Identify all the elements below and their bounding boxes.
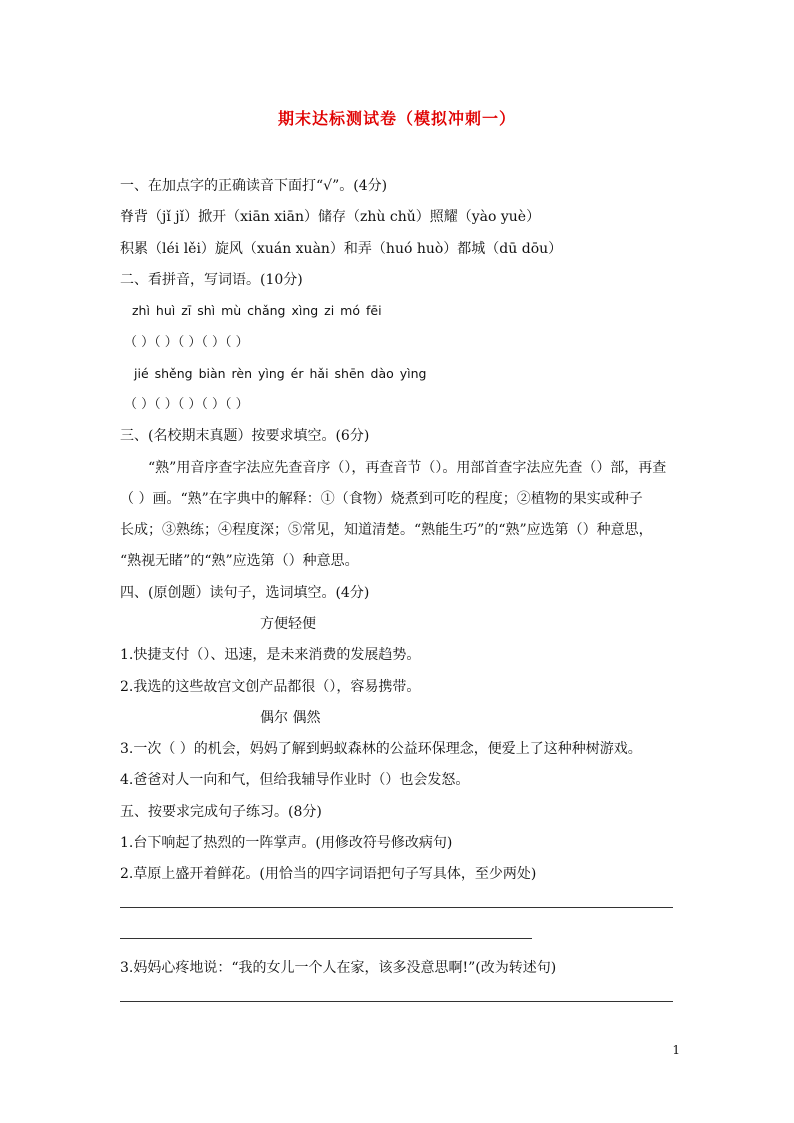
section-4-item-3: 3.一次（ ）的机会，妈妈了解到蚂蚁森林的公益环保理念，便爱上了这种种树游戏。 <box>120 741 642 757</box>
section-4-item-4: 4.爸爸对人一向和气，但给我辅导作业时（）也会发怒。 <box>120 772 470 788</box>
section-3-text-4: “熟视无睹”的“熟”应选第（）种意思。 <box>120 553 359 569</box>
section-5-heading: 五、按要求完成句子练习。(8分) <box>120 804 322 820</box>
section-1-heading: 一、在加点字的正确读音下面打“√”。(4分) <box>120 178 388 194</box>
section-1-row-1: 脊背（jǐ jǐ）掀开（xiān xiān）储存（zhù chǔ）照耀（yào yuè） <box>120 209 541 225</box>
pinyin-row-2: jié shěng biàn rèn yìng ér hǎi shēn dào yìng <box>134 366 427 381</box>
answer-brackets-row-1: （ ）（ ）（ ）（ ）（ ） <box>124 335 249 350</box>
section-2-heading: 二、看拼音，写词语。(10分) <box>120 272 303 288</box>
section-4-item-1: 1.快捷支付（）、迅速，是未来消费的发展趋势。 <box>120 647 421 663</box>
section-5-item-1: 1.台下响起了热烈的一阵掌声。(用修改符号修改病句) <box>120 835 453 851</box>
answer-line-3[interactable] <box>120 1001 673 1002</box>
section-3-text-1: “熟”用音序查字法应先查音序（），再查音节（）。用部首查字法应先查（）部，再查 <box>148 460 667 476</box>
section-1-row-2: 积累（léi lěi）旋风（xuán xuàn）和弄（huó huò）都城（dū dōu） <box>120 241 563 257</box>
section-3-text-2: （ ）画。“熟”在字典中的解释：①（食物）烧煮到可吃的程度；②植物的果实或种子 <box>120 491 643 507</box>
word-choice-2: 偶尔 偶然 <box>260 710 321 726</box>
pinyin-row-1: zhì huì zī shì mù chǎng xìng zi mó fēi <box>132 303 382 318</box>
word-choice-1: 方便轻便 <box>260 616 316 632</box>
page-number: 1 <box>672 1043 680 1057</box>
section-5-item-2: 2.草原上盛开着鲜花。(用恰当的四字词语把句子写具体，至少两处) <box>120 866 537 882</box>
section-5-item-3: 3.妈妈心疼地说：“我的女儿一个人在家，该多没意思啊!”(改为转述句) <box>120 960 557 976</box>
section-3-heading: 三、(名校期末真题）按要求填空。(6分) <box>120 428 370 444</box>
section-3-text-3: 长成；③熟练；④程度深；⑤常见，知道清楚。“熟能生巧”的“熟”应选第（）种意思， <box>120 522 653 538</box>
answer-brackets-row-2: （ ）（ ）（ ）（ ）（ ） <box>124 397 249 412</box>
answer-line-1[interactable] <box>120 907 673 908</box>
section-4-item-2: 2.我选的这些故宫文创产品都很（），容易携带。 <box>120 679 421 695</box>
section-4-heading: 四、(原创题）读句子，选词填空。(4分) <box>120 585 370 601</box>
answer-line-2[interactable] <box>120 938 532 939</box>
page-title: 期末达标测试卷（模拟冲刺一） <box>277 109 516 128</box>
